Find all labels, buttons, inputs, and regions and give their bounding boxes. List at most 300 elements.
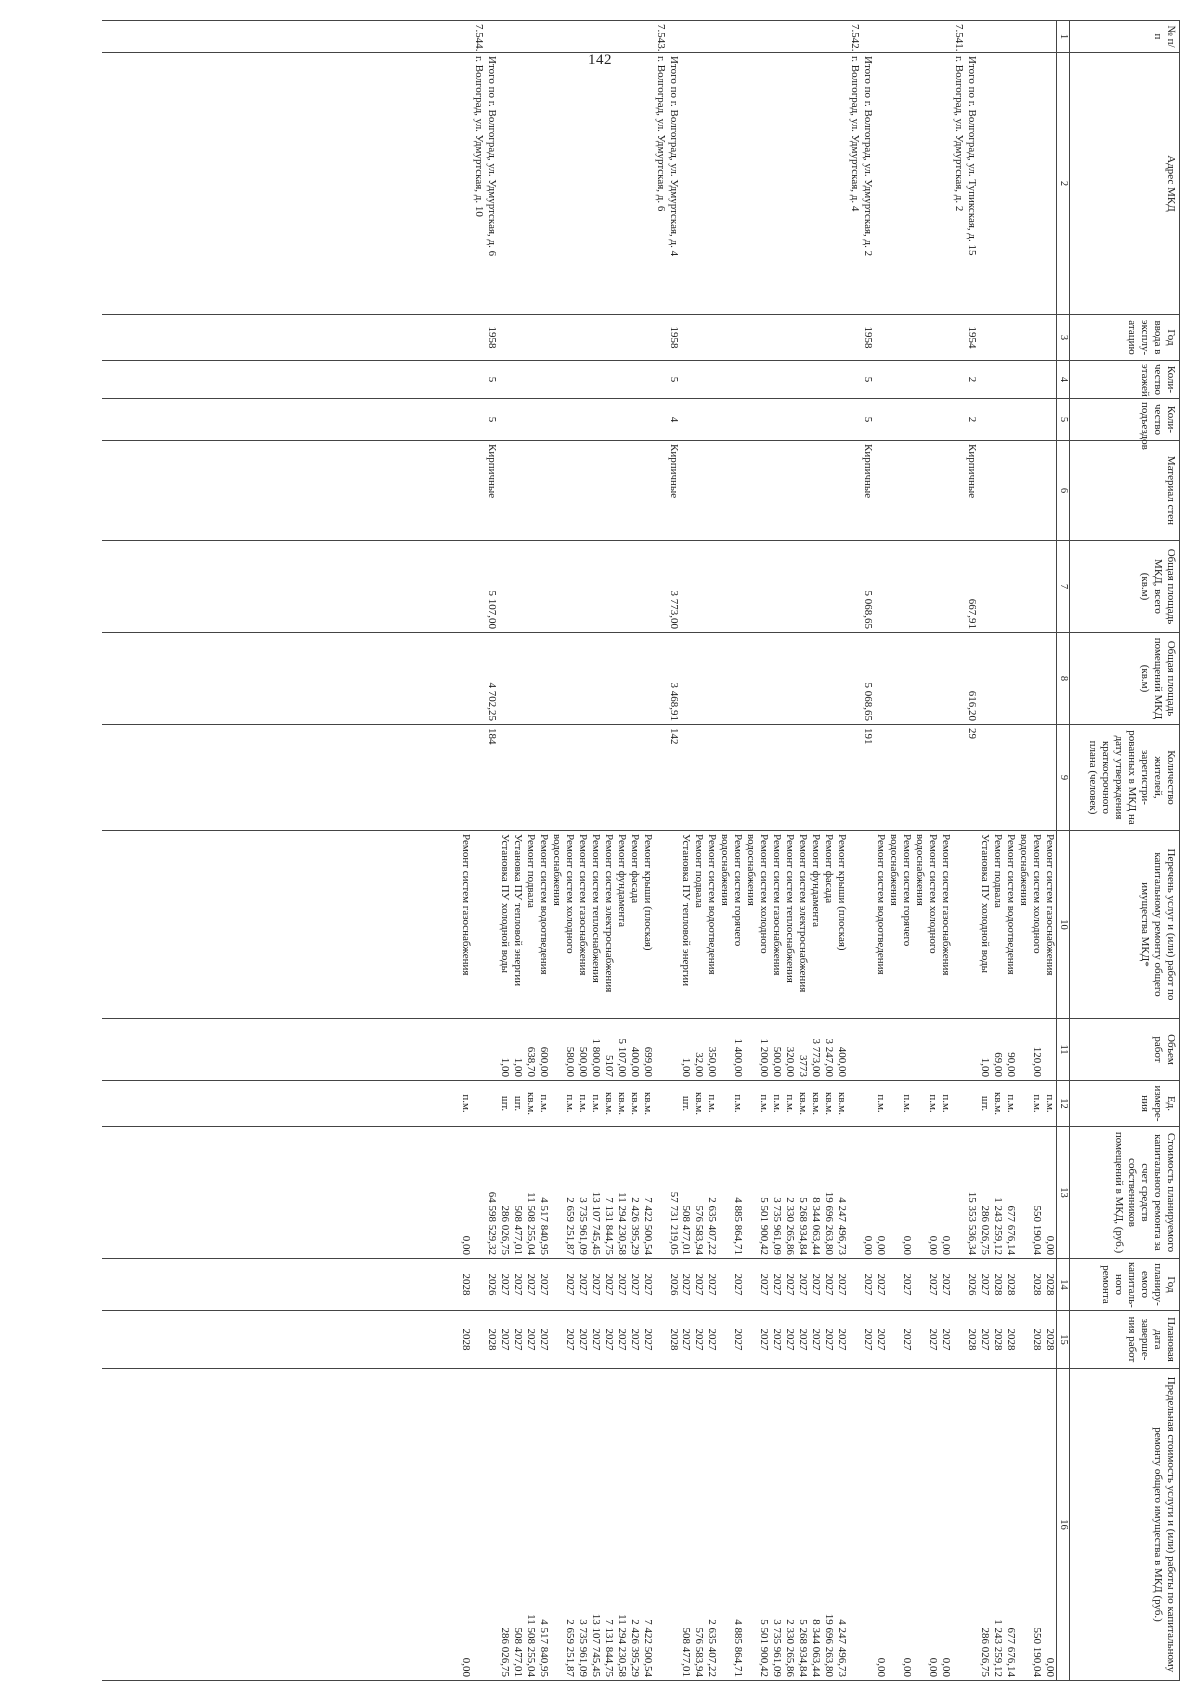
empty-cell	[1017, 21, 1043, 53]
table-row	[602, 21, 615, 1681]
table-row	[537, 21, 550, 1681]
empty-cell	[550, 441, 576, 541]
row-number: 7.541.	[952, 21, 965, 53]
work-item: Ремонт крыши (плоская)	[641, 831, 654, 1019]
empty-cell	[667, 21, 680, 53]
work-year: 2027	[550, 1259, 576, 1311]
work-volume: 600,00	[537, 1019, 550, 1081]
header-year-built: Год ввода в эксплу-атацию	[1070, 315, 1180, 361]
empty-cell	[511, 441, 524, 541]
work-year: 2028	[1017, 1259, 1043, 1311]
table-row	[809, 21, 822, 1681]
empty-cell	[550, 399, 576, 441]
table-row	[589, 21, 602, 1681]
work-volume	[887, 1019, 913, 1081]
header-wall-material: Материал стен	[1070, 441, 1180, 541]
address-cell: г. Волгоград, ул. Удмуртская, д. 6	[654, 53, 667, 315]
empty-cell	[102, 541, 459, 633]
empty-cell	[718, 315, 744, 361]
empty-cell	[952, 1081, 965, 1127]
work-item: Ремонт фасада	[628, 831, 641, 1019]
work-year: 2028	[1004, 1259, 1017, 1311]
work-item: Ремонт систем газоснабжения	[939, 831, 952, 1019]
work-volume: 1 800,00	[589, 1019, 602, 1081]
empty-cell	[472, 725, 485, 831]
empty-cell	[991, 361, 1004, 399]
empty-cell	[991, 633, 1004, 725]
empty-cell	[848, 633, 861, 725]
work-item: Ремонт систем горячего водоснабжения	[887, 831, 913, 1019]
empty-cell	[641, 541, 654, 633]
empty-cell	[459, 361, 472, 399]
empty-cell	[641, 315, 654, 361]
work-year: 2027	[718, 1259, 744, 1311]
empty-cell	[615, 399, 628, 441]
work-cost: 5 268 934,84	[796, 1127, 809, 1259]
empty-cell	[576, 361, 589, 399]
empty-cell	[654, 1259, 667, 1311]
total-address: Итого по г. Волгоград, ул. Удмуртская, д. 4	[667, 53, 680, 315]
empty-cell	[654, 361, 667, 399]
table-row	[1017, 21, 1043, 1681]
work-volume	[874, 1019, 887, 1081]
work-end-date: 2027	[770, 1311, 783, 1369]
empty-cell	[537, 399, 550, 441]
work-end-date: 2027	[524, 1311, 537, 1369]
address-cell: г. Волгоград, ул. Удмуртская, д. 4	[848, 53, 861, 315]
empty-cell	[887, 21, 913, 53]
work-volume: 500,00	[770, 1019, 783, 1081]
total-address: Итого по г. Волгоград, ул. Тупикская, д. 15	[965, 53, 978, 315]
work-end-date: 2028	[1004, 1311, 1017, 1369]
empty-cell	[718, 725, 744, 831]
header-area-premises: Общая площадь помещений МКД (кв.м)	[1070, 633, 1180, 725]
header-address: Адрес МКД	[1070, 53, 1180, 315]
table-row	[874, 21, 887, 1681]
empty-cell	[965, 1369, 978, 1681]
work-cost: 0,00	[913, 1127, 939, 1259]
table-body	[102, 21, 1056, 1681]
table-row	[511, 21, 524, 1681]
empty-cell	[783, 725, 796, 831]
empty-cell	[628, 441, 641, 541]
empty-cell	[472, 1127, 485, 1259]
row-number: 7.542.	[848, 21, 861, 53]
empty-cell	[537, 725, 550, 831]
empty-cell	[887, 633, 913, 725]
table-row	[1004, 21, 1017, 1681]
empty-cell	[783, 361, 796, 399]
empty-cell	[887, 315, 913, 361]
table-row	[628, 21, 641, 1681]
empty-cell	[602, 315, 615, 361]
work-year: 2027	[615, 1259, 628, 1311]
work-year: 2027	[770, 1259, 783, 1311]
empty-cell	[511, 53, 524, 315]
total-cost: 64 598 529,32	[485, 1127, 498, 1259]
empty-cell	[783, 315, 796, 361]
work-cost: 576 583,94	[693, 1127, 706, 1259]
header-limit-cost: Предельная стоимость услуги и (или) работы по капитальному ремонту общего имущества в МКД (руб.)	[1070, 1369, 1180, 1681]
column-number-row	[1056, 21, 1069, 1681]
empty-cell	[705, 21, 718, 53]
empty-cell	[1017, 399, 1043, 441]
work-unit: п.м.	[770, 1081, 783, 1127]
empty-cell	[511, 361, 524, 399]
empty-cell	[1017, 725, 1043, 831]
empty-cell	[102, 441, 459, 541]
work-item: Ремонт систем электроснабжения	[602, 831, 615, 1019]
work-year: 2027	[887, 1259, 913, 1311]
empty-cell	[628, 399, 641, 441]
work-limit-cost: 0,00	[874, 1369, 887, 1681]
empty-cell	[939, 399, 952, 441]
work-limit-cost: 550 190,04	[1017, 1369, 1043, 1681]
empty-cell	[770, 21, 783, 53]
total-cost: 15 353 536,34	[965, 1127, 978, 1259]
residents: 191	[861, 725, 874, 831]
empty-cell	[524, 53, 537, 315]
empty-cell	[102, 53, 459, 315]
empty-cell	[835, 441, 848, 541]
empty-cell	[459, 21, 472, 53]
empty-cell	[978, 21, 991, 53]
empty-cell	[511, 633, 524, 725]
work-year: 2027	[628, 1259, 641, 1311]
empty-cell	[524, 361, 537, 399]
empty-cell	[783, 633, 796, 725]
empty-cell	[718, 633, 744, 725]
empty-cell	[628, 53, 641, 315]
empty-cell	[770, 541, 783, 633]
empty-cell	[991, 399, 1004, 441]
work-cost: 4 517 840,95	[537, 1127, 550, 1259]
empty-cell	[809, 21, 822, 53]
work-unit: п.м.	[459, 1081, 472, 1127]
empty-cell	[654, 1081, 667, 1127]
empty-cell	[770, 315, 783, 361]
empty-cell	[459, 541, 472, 633]
empty-cell	[744, 725, 770, 831]
empty-cell	[887, 53, 913, 315]
work-unit: п.м.	[718, 1081, 744, 1127]
empty-cell	[472, 315, 485, 361]
empty-cell	[939, 633, 952, 725]
work-end-date: 2028	[1043, 1311, 1056, 1369]
work-year: 2027	[589, 1259, 602, 1311]
work-volume: 90,00	[1004, 1019, 1017, 1081]
empty-cell	[693, 441, 706, 541]
work-item: Ремонт систем холодного водоснабжения	[550, 831, 576, 1019]
empty-cell	[705, 53, 718, 315]
header-works: Перечень услуг и (или) работ по капитальному ремонту общего имущества МКД*	[1070, 831, 1180, 1019]
empty-cell	[861, 1081, 874, 1127]
table-row	[822, 21, 835, 1681]
work-limit-cost: 19 696 263,80	[822, 1369, 835, 1681]
row-number: 7.543.	[654, 21, 667, 53]
table-row	[459, 21, 472, 1681]
empty-cell	[952, 1019, 965, 1081]
empty-cell	[485, 1019, 498, 1081]
work-limit-cost: 3 735 961,09	[770, 1369, 783, 1681]
empty-cell	[1004, 361, 1017, 399]
work-item: Ремонт фундамента	[615, 831, 628, 1019]
empty-cell	[783, 53, 796, 315]
area-total: 5 107,00	[485, 541, 498, 633]
empty-cell	[1004, 541, 1017, 633]
work-unit: шт.	[511, 1081, 524, 1127]
empty-cell	[1043, 315, 1056, 361]
empty-cell	[744, 399, 770, 441]
work-end-date: 2028	[991, 1311, 1004, 1369]
empty-cell	[615, 315, 628, 361]
work-unit: кв.м.	[796, 1081, 809, 1127]
work-limit-cost: 4 885 864,71	[718, 1369, 744, 1681]
empty-cell	[485, 831, 498, 1019]
work-unit: шт.	[680, 1081, 693, 1127]
empty-cell	[1043, 361, 1056, 399]
empty-cell	[874, 725, 887, 831]
work-year: 2027	[576, 1259, 589, 1311]
total-cost: 57 731 219,05	[667, 1127, 680, 1259]
work-limit-cost: 4 517 840,95	[537, 1369, 550, 1681]
work-limit-cost: 11 294 230,58	[615, 1369, 628, 1681]
work-item: Ремонт подвала	[693, 831, 706, 1019]
work-item: Ремонт систем холодного водоснабжения	[1017, 831, 1043, 1019]
empty-cell	[654, 1311, 667, 1369]
empty-cell	[848, 1311, 861, 1369]
empty-cell	[680, 315, 693, 361]
empty-cell	[524, 541, 537, 633]
work-limit-cost: 286 026,75	[498, 1369, 511, 1681]
empty-cell	[498, 633, 511, 725]
work-year: 2027	[511, 1259, 524, 1311]
work-item: Ремонт систем газоснабжения	[1043, 831, 1056, 1019]
empty-cell	[602, 441, 615, 541]
column-number: 15	[1056, 1311, 1069, 1369]
empty-cell	[952, 725, 965, 831]
empty-cell	[498, 315, 511, 361]
work-unit: п.м.	[576, 1081, 589, 1127]
work-cost: 11 294 230,58	[615, 1127, 628, 1259]
empty-cell	[576, 21, 589, 53]
empty-cell	[550, 633, 576, 725]
table-row	[641, 21, 654, 1681]
empty-cell	[511, 399, 524, 441]
header-entrances: Коли-чество подъездов	[1070, 399, 1180, 441]
work-year: 2028	[459, 1259, 472, 1311]
empty-cell	[835, 53, 848, 315]
work-limit-cost: 13 107 745,45	[589, 1369, 602, 1681]
empty-cell	[102, 1127, 459, 1259]
empty-cell	[978, 315, 991, 361]
empty-cell	[718, 53, 744, 315]
entrances: 4	[667, 399, 680, 441]
empty-cell	[511, 725, 524, 831]
total-row	[861, 21, 874, 1681]
empty-cell	[524, 315, 537, 361]
empty-cell	[705, 541, 718, 633]
empty-cell	[744, 361, 770, 399]
empty-cell	[550, 53, 576, 315]
work-item: Ремонт фундамента	[809, 831, 822, 1019]
table-row	[991, 21, 1004, 1681]
empty-cell	[783, 21, 796, 53]
work-volume: 5 107,00	[615, 1019, 628, 1081]
empty-cell	[783, 441, 796, 541]
empty-cell	[718, 541, 744, 633]
empty-cell	[498, 53, 511, 315]
work-volume	[913, 1019, 939, 1081]
work-unit: кв.м.	[809, 1081, 822, 1127]
empty-cell	[887, 361, 913, 399]
empty-cell	[602, 399, 615, 441]
work-unit: кв.м.	[641, 1081, 654, 1127]
work-item: Ремонт систем теплоснабжения	[783, 831, 796, 1019]
empty-cell	[796, 21, 809, 53]
empty-cell	[537, 21, 550, 53]
work-end-date: 2027	[641, 1311, 654, 1369]
work-volume: 1,00	[511, 1019, 524, 1081]
work-end-date: 2028	[459, 1311, 472, 1369]
address-cell: г. Волгоград, ул. Удмуртская, д. 10	[472, 53, 485, 315]
work-unit: кв.м.	[693, 1081, 706, 1127]
empty-cell	[537, 53, 550, 315]
empty-cell	[952, 441, 965, 541]
work-volume: 580,00	[550, 1019, 576, 1081]
work-item: Ремонт систем газоснабжения	[770, 831, 783, 1019]
empty-cell	[472, 1081, 485, 1127]
work-item: Установка ПУ холодной воды	[498, 831, 511, 1019]
work-year: 2027	[602, 1259, 615, 1311]
work-limit-cost: 1 243 259,12	[991, 1369, 1004, 1681]
empty-cell	[576, 541, 589, 633]
empty-cell	[693, 399, 706, 441]
work-unit: п.м.	[744, 1081, 770, 1127]
empty-cell	[524, 633, 537, 725]
empty-cell	[939, 21, 952, 53]
work-item: Ремонт систем водоотведения	[705, 831, 718, 1019]
table-row	[576, 21, 589, 1681]
work-limit-cost: 7 131 844,75	[602, 1369, 615, 1681]
empty-cell	[654, 1127, 667, 1259]
empty-cell	[913, 725, 939, 831]
empty-cell	[835, 399, 848, 441]
empty-cell	[693, 53, 706, 315]
empty-cell	[667, 831, 680, 1019]
empty-cell	[783, 541, 796, 633]
empty-cell	[887, 441, 913, 541]
work-cost: 2 659 251,87	[550, 1127, 576, 1259]
empty-cell	[459, 725, 472, 831]
column-number: 9	[1056, 725, 1069, 831]
header-no: № п/п	[1070, 21, 1180, 53]
empty-cell	[615, 633, 628, 725]
work-cost: 2 330 265,86	[783, 1127, 796, 1259]
empty-cell	[524, 21, 537, 53]
empty-cell	[459, 399, 472, 441]
empty-cell	[809, 361, 822, 399]
header-cost: Стоимость планируемого капитального ремонта за счет средств собственников помещений в МКД, (руб.)	[1070, 1127, 1180, 1259]
empty-cell	[978, 361, 991, 399]
empty-cell	[589, 53, 602, 315]
empty-cell	[952, 399, 965, 441]
work-cost: 0,00	[939, 1127, 952, 1259]
empty-cell	[550, 21, 576, 53]
work-cost: 4 885 864,71	[718, 1127, 744, 1259]
header-end-date: Плановая дата заверше-ния работ	[1070, 1311, 1180, 1369]
entrances: 2	[965, 399, 978, 441]
residents: 142	[667, 725, 680, 831]
empty-cell	[796, 53, 809, 315]
empty-cell	[628, 541, 641, 633]
work-volume: 1 200,00	[744, 1019, 770, 1081]
header-residents: Количество жителей, зарегистри-рованных в МКД на дату утверждения краткосрочного плана (человек)	[1070, 725, 1180, 831]
empty-cell	[576, 53, 589, 315]
empty-cell	[667, 1081, 680, 1127]
empty-cell	[939, 53, 952, 315]
empty-cell	[744, 53, 770, 315]
empty-cell	[102, 361, 459, 399]
table-row	[524, 21, 537, 1681]
total-plan-year: 2026	[485, 1259, 498, 1311]
column-number: 7	[1056, 541, 1069, 633]
empty-cell	[835, 541, 848, 633]
work-volume	[1043, 1019, 1056, 1081]
empty-cell	[1043, 725, 1056, 831]
empty-cell	[978, 441, 991, 541]
work-item: Ремонт систем водоотведения	[537, 831, 550, 1019]
work-unit: кв.м.	[615, 1081, 628, 1127]
empty-cell	[628, 361, 641, 399]
work-volume: 3773	[796, 1019, 809, 1081]
empty-cell	[459, 53, 472, 315]
empty-cell	[102, 399, 459, 441]
empty-cell	[874, 399, 887, 441]
table-row	[1043, 21, 1056, 1681]
floors: 5	[667, 361, 680, 399]
header-unit: Ед. измере-ния	[1070, 1081, 1180, 1127]
total-end-date: 2028	[485, 1311, 498, 1369]
empty-cell	[589, 399, 602, 441]
empty-cell	[641, 441, 654, 541]
work-volume: 3 247,00	[822, 1019, 835, 1081]
work-item: Ремонт систем водоотведения	[874, 831, 887, 1019]
empty-cell	[615, 53, 628, 315]
work-cost: 286 026,75	[498, 1127, 511, 1259]
empty-cell	[874, 21, 887, 53]
empty-cell	[602, 541, 615, 633]
empty-cell	[952, 831, 965, 1019]
empty-cell	[952, 361, 965, 399]
work-unit: п.м.	[537, 1081, 550, 1127]
work-end-date: 2027	[874, 1311, 887, 1369]
work-year: 2027	[835, 1259, 848, 1311]
empty-cell	[744, 633, 770, 725]
work-end-date: 2027	[887, 1311, 913, 1369]
table-row	[835, 21, 848, 1681]
header-area-total: Общая площадь МКД, всего (кв.м)	[1070, 541, 1180, 633]
column-number: 4	[1056, 361, 1069, 399]
empty-cell	[718, 399, 744, 441]
empty-cell	[102, 831, 459, 1019]
page-number: 142	[588, 52, 612, 68]
table-row	[550, 21, 576, 1681]
empty-cell	[887, 725, 913, 831]
empty-cell	[874, 315, 887, 361]
empty-cell	[835, 361, 848, 399]
table-row	[693, 21, 706, 1681]
